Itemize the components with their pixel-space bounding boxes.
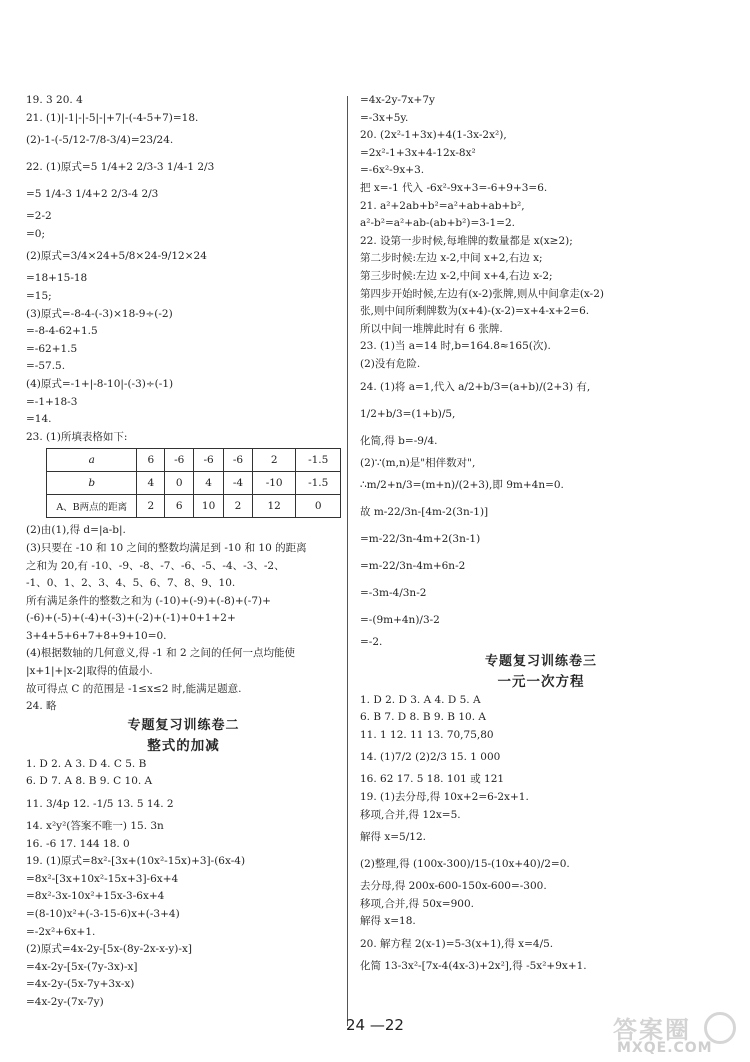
answer-line: (2)∵(m,n)是"相伴数对", [360, 456, 476, 469]
answer-line: (-6)+(-5)+(-4)+(-3)+(-2)+(-1)+0+1+2+ [26, 612, 236, 625]
answer-line: 1. D 2. A 3. D 4. C 5. B [26, 757, 147, 770]
table-cell: 2 [224, 495, 253, 518]
answer-line: 16. -6 17. 144 18. 0 [26, 837, 130, 850]
answer-line: 24. (1)将 a=1,代入 a/2+b/3=(a+b)/(2+3) 有, [360, 380, 591, 393]
answer-line: 19. (1)去分母,得 10x+2=6-2x+1. [360, 791, 529, 804]
answer-line: 1. D 2. D 3. A 4. D 5. A [360, 693, 481, 706]
answer-line: =8x²-[3x+10x²-15x+3]-6x+4 [26, 872, 179, 885]
answer-line: 11. 1 12. 11 13. 70,75,80 [360, 728, 494, 741]
answer-line: 之和为 20,有 -10、-9、-8、-7、-6、-5、-4、-3、-2、 [26, 559, 285, 572]
answer-line: (4)原式=-1+|-8-10|-(-3)÷(-1) [26, 377, 174, 390]
answer-line: (2)整理,得 (100x-300)/15-(10x+40)/2=0. [360, 858, 570, 871]
answer-line: =-2x²+6x+1. [26, 925, 96, 938]
table-cell: 6 [165, 495, 194, 518]
watermark-logo [613, 1010, 738, 1058]
table-cell: 2 [137, 495, 165, 518]
answer-line: 解得 x=18. [360, 915, 416, 928]
answer-line: =(8-10)x²+(-3-15-6)x+(-3+4) [26, 908, 180, 920]
table-cell: 2 [252, 449, 296, 472]
distance-table [46, 448, 341, 518]
answer-line: 6. B 7. D 8. B 9. B 10. A [360, 711, 486, 724]
answer-line: 11. 3/4p 12. -1/5 13. 5 14. 2 [26, 798, 174, 811]
left-lines-a [26, 92, 341, 446]
answer-line: =-3x+5y. [360, 111, 409, 124]
answer-line: 张,则中间所剩牌数为(x+4)-(x-2)=x+4-x+2=6. [360, 305, 590, 318]
answer-line: =5 1/4-3 1/4+2 2/3-4 2/3 [26, 188, 159, 201]
answer-line: (4)根据数轴的几何意义,得 -1 和 2 之间的任何一点均能使 [26, 647, 295, 660]
answer-line: (2)原式=4x-2y-[5x-(8y-2x-x-y)-x] [26, 943, 192, 956]
answer-line: =18+15-18 [26, 272, 88, 285]
left-column [26, 92, 341, 1012]
answer-line: 第四步开始时候,左边有(x-2)张牌,则从中间拿走(x-2) [360, 287, 604, 300]
answer-line: 把 x=-1 代入 -6x²-9x+3=-6+9+3=6. [360, 181, 548, 194]
answer-line: 6. D 7. A 8. B 9. C 10. A [26, 775, 153, 788]
table-cell: -6 [165, 449, 194, 472]
left-lines-c [26, 756, 341, 1012]
answer-line: =4x-2y-7x+7y [360, 94, 435, 106]
answer-line: 14. x²y²(答案不唯一) 15. 3n [26, 820, 164, 833]
answer-line: 20. (2x²-1+3x)+4(1-3x-2x²), [360, 129, 507, 142]
answer-line: =8x²-3x-10x²+15x-3-6x+4 [26, 890, 165, 903]
answer-line: =15; [26, 289, 52, 302]
table-cell: -6 [224, 449, 253, 472]
table-row [47, 495, 341, 518]
answer-line: =-57.5. [26, 360, 66, 373]
table-row [47, 472, 341, 495]
table-cell: -1.5 [296, 449, 341, 472]
watermark-bottom-text: MXQE.COM [617, 1040, 713, 1056]
answer-line: 19. (1)原式=8x²-[3x+(10x²-15x)+3]-(6x-4) [26, 855, 246, 868]
answer-line: 所以中间一堆牌此时有 6 张牌. [360, 322, 503, 335]
table-cell: -1.5 [296, 472, 341, 495]
answer-line: 16. 62 17. 5 18. 101 或 121 [360, 773, 505, 786]
answer-line: =-(9m+4n)/3-2 [360, 614, 440, 627]
answer-line: (3)原式=-8-4-(-3)×18-9÷(-2) [26, 307, 173, 320]
answer-line: 20. 解方程 2(x-1)=5-3(x+1),得 x=4/5. [360, 938, 554, 951]
answer-line: -1、0、1、2、3、4、5、6、7、8、9、10. [26, 577, 236, 590]
table-cell: 0 [165, 472, 194, 495]
answer-line: 22. 设第一步时候,每堆牌的数量都是 x(x≥2); [360, 234, 573, 247]
table-row [47, 449, 341, 472]
answer-line: (2)没有危险. [360, 357, 421, 370]
answer-line: =-62+1.5 [26, 342, 78, 355]
answer-line: (2)原式=3/4×24+5/8×24-9/12×24 [26, 250, 207, 263]
answer-line: (3)只要在 -10 和 10 之间的整数均满足到 -10 和 10 的距离 [26, 541, 307, 554]
answer-line: =14. [26, 413, 52, 426]
answer-line: 解得 x=5/12. [360, 831, 426, 844]
answer-line: 22. (1)原式=5 1/4+2 2/3-3 1/4-1 2/3 [26, 161, 215, 174]
answer-line: 故可得点 C 的范围是 -1≤x≤2 时,能满足题意. [26, 682, 242, 695]
answer-line: 21. a²+2ab+b²=a²+ab+ab+b², [360, 199, 525, 212]
answer-line: =4x-2y-(7x-7y) [26, 995, 104, 1008]
table-row-header: b [47, 472, 137, 495]
watermark-top-text: 答案圈 [613, 1016, 691, 1044]
section3-subtitle: 一元一次方程 [497, 673, 585, 690]
right-lines-a [360, 92, 722, 652]
table-cell: 4 [194, 472, 224, 495]
answer-line: 第二步时候:左边 x-2,中间 x+2,右边 x; [360, 252, 543, 265]
answer-line: (2)-1-(-5/12-7/8-3/4)=23/24. [26, 134, 174, 147]
answer-line: 23. (1)所填表格如下: [26, 430, 128, 443]
table-cell: 4 [137, 472, 165, 495]
column-divider [347, 96, 348, 1026]
answer-line: =-2. [360, 636, 383, 649]
answer-line: ∴m/2+n/3=(m+n)/(2+3),即 9m+4n=0. [360, 479, 564, 492]
answer-line: =4x-2y-[5x-(7y-3x)-x] [26, 960, 138, 973]
answer-line: 去分母,得 200x-600-150x-600=-300. [360, 880, 547, 893]
page-number: 24 —22 [346, 1016, 404, 1034]
right-lines-b [360, 692, 722, 976]
answer-line: |x+1|+|x-2|取得的值最小. [26, 665, 153, 678]
table-cell: 10 [194, 495, 224, 518]
answer-line: 故 m-22/3n-[4m-2(3n-1)] [360, 506, 489, 519]
table-cell: 6 [137, 449, 165, 472]
table-cell: -6 [194, 449, 224, 472]
answer-line: 3+4+5+6+7+8+9+10=0. [26, 629, 167, 642]
answer-line: =m-22/3n-4m+6n-2 [360, 560, 466, 573]
table-cell: -4 [224, 472, 253, 495]
section2-subtitle: 整式的加减 [147, 737, 220, 754]
answer-line: =-3m-4/3n-2 [360, 587, 427, 600]
section2-title: 专题复习训练卷二 [127, 717, 240, 733]
answer-line: 第三步时候:左边 x-2,中间 x+4,右边 x-2; [360, 269, 553, 282]
answer-line: 21. (1)|-1|-|-5|-|+7|-(-4-5+7)=18. [26, 111, 199, 124]
answer-line: =2x²-1+3x+4-12x-8x² [360, 146, 476, 159]
section3-title: 专题复习训练卷三 [484, 653, 597, 669]
answer-line: =2-2 [26, 210, 52, 223]
answer-line: 14. (1)7/2 (2)2/3 15. 1 000 [360, 751, 501, 764]
left-lines-b [26, 522, 341, 716]
answer-line: 化简,得 b=-9/4. [360, 434, 438, 447]
answer-line: 所有满足条件的整数之和为 (-10)+(-9)+(-8)+(-7)+ [26, 594, 271, 607]
answer-line: 移项,合并,得 12x=5. [360, 808, 461, 821]
right-column [360, 92, 722, 976]
answer-line: 1/2+b/3=(1+b)/5, [360, 407, 456, 420]
answer-line: 24. 略 [26, 700, 57, 713]
answer-line: =-6x²-9x+3. [360, 164, 425, 177]
table-row-header: A、B两点的距离 [47, 495, 137, 518]
table-cell: -10 [252, 472, 296, 495]
table-cell: 0 [296, 495, 341, 518]
answer-line: =0; [26, 227, 46, 240]
answer-line: =m-22/3n-4m+2(3n-1) [360, 533, 481, 546]
answer-line: a²-b²=a²+ab-(ab+b²)=3-1=2. [360, 217, 515, 230]
table-cell: 12 [252, 495, 296, 518]
answer-line: =4x-2y-(5x-7y+3x-x) [26, 978, 135, 991]
answer-line: 23. (1)当 a=14 时,b=164.8≈165(次). [360, 340, 551, 353]
answer-line: (2)由(1),得 d=|a-b|. [26, 524, 126, 537]
answer-line: =-8-4-62+1.5 [26, 325, 98, 338]
answer-line: 19. 3 20. 4 [26, 94, 83, 106]
table-row-header: a [47, 449, 137, 472]
answer-line: 化简 13-3x²-[7x-4(4x-3)+2x²],得 -5x²+9x+1. [360, 960, 587, 973]
answer-line: =-1+18-3 [26, 395, 78, 408]
answer-line: 移项,合并,得 50x=900. [360, 897, 474, 910]
